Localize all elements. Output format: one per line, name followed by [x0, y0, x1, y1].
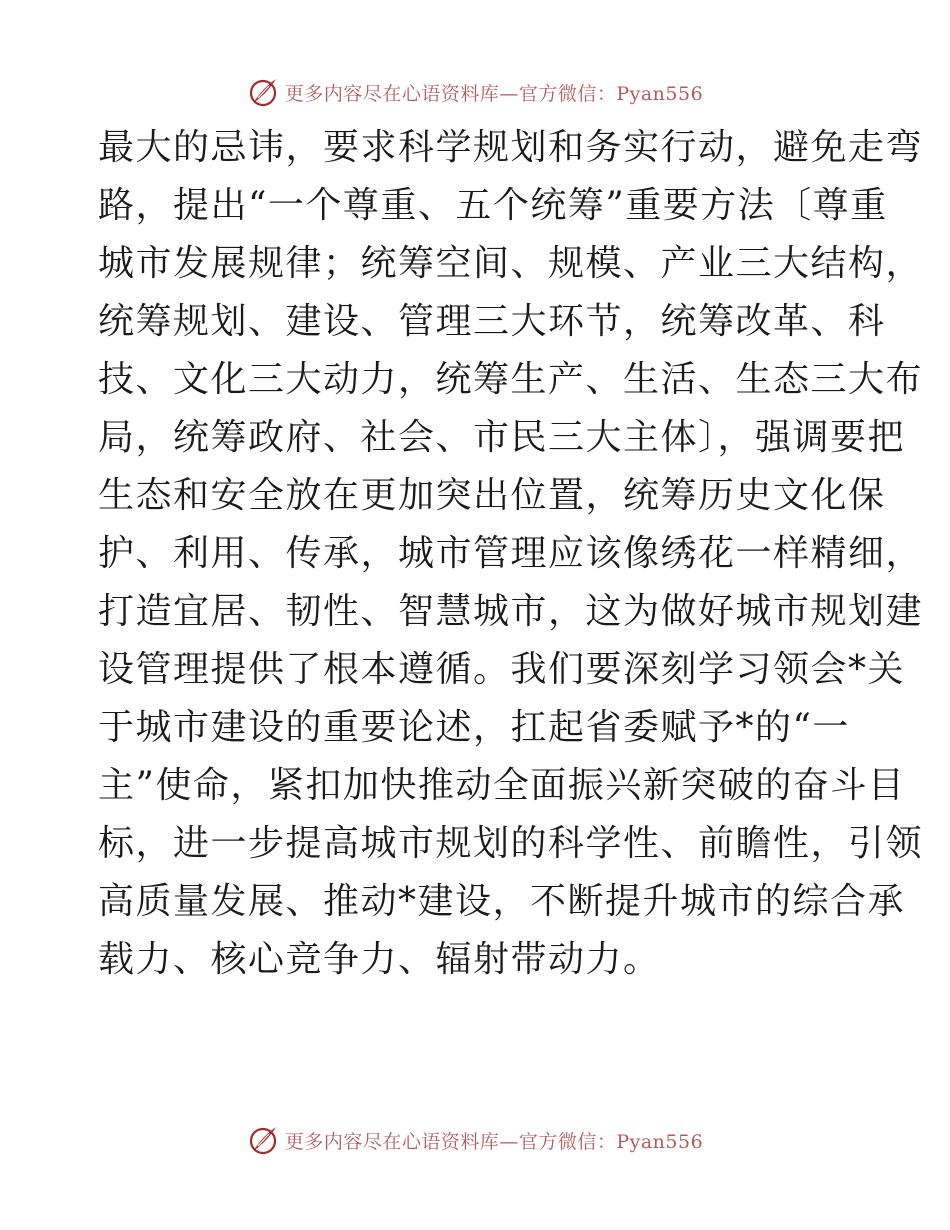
text-line: 于城市建设的重要论述，扛起省委赋予*的“一 [98, 707, 850, 748]
text-line: 打造宜居、韧性、智慧城市，这为做好城市规划建 [98, 591, 924, 632]
text-line: 城市发展规律；统筹空间、规模、产业三大结构， [98, 243, 924, 284]
header-banner-text: 更多内容尽在心语资料库—官方微信：Pyan556 [284, 82, 704, 105]
text-line: 护、利用、传承，城市管理应该像绣花一样精细， [98, 533, 924, 574]
footer-banner-text: 更多内容尽在心语资料库—官方微信：Pyan556 [284, 1130, 704, 1153]
text-line: 设管理提供了根本遵循。我们要深刻学习领会*关 [98, 649, 906, 690]
text-line: 局，统筹政府、社会、市民三大主体〕，强调要把 [98, 417, 906, 458]
text-line: 统筹规划、建设、管理三大环节，统筹改革、科 [98, 301, 886, 342]
footer-banner [0, 1120, 950, 1160]
document-body [98, 126, 924, 996]
text-line: 主”使命，紧扣加快推动全面振兴新突破的奋斗目 [98, 765, 906, 806]
quill-pen-logo-icon [247, 1124, 279, 1156]
text-line: 载力、核心竞争力、辐射带动力。 [98, 939, 661, 980]
text-line: 技、文化三大动力，统筹生产、生活、生态三大布 [98, 359, 924, 400]
quill-pen-logo-icon [247, 76, 279, 108]
text-line: 标，进一步提高城市规划的科学性、前瞻性，引领 [98, 823, 924, 864]
text-line: 最大的忌讳，要求科学规划和务实行动，避免走弯 [98, 127, 924, 168]
header-banner [0, 72, 950, 112]
text-line: 生态和安全放在更加突出位置，统筹历史文化保 [98, 475, 886, 516]
text-line: 路，提出“一个尊重、五个统筹”重要方法〔尊重 [98, 185, 888, 226]
text-line: 高质量发展、推动*建设，不断提升城市的综合承 [98, 881, 906, 922]
